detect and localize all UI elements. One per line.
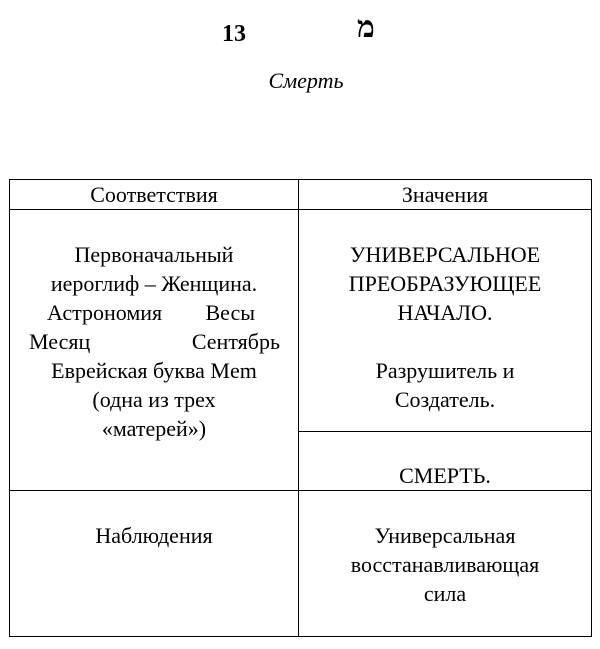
month-label: Месяц (29, 329, 91, 354)
observations-cell (299, 491, 592, 637)
death-cell (299, 432, 592, 491)
corr-line-6: (одна из трех (92, 387, 216, 412)
meaning-line-4: Разрушитель и (375, 358, 515, 383)
header-meanings: Значения (299, 180, 592, 210)
observations-label-cell (10, 491, 299, 637)
observation-line-2: восстанавливающая (350, 552, 540, 577)
observations-label: Наблюдения (95, 523, 213, 548)
hebrew-letter: מ (357, 10, 375, 45)
death-text: СМЕРТЬ. (399, 463, 491, 488)
corr-line-2: иероглиф – Женщина. (50, 271, 258, 296)
astronomy-value: Весы (205, 300, 255, 325)
month-row (10, 327, 298, 356)
astronomy-label: Астрономия (47, 300, 163, 325)
corr-line-1: Первоначальный (74, 242, 234, 267)
arcana-number: 13 (222, 21, 246, 47)
observation-line-1: Универсальная (374, 523, 516, 548)
meaning-line-5: Создатель. (394, 387, 496, 412)
table-header-row (10, 180, 592, 210)
corr-line-5: Еврейская буква Mem (51, 358, 257, 383)
meanings-cell (299, 210, 592, 432)
arcana-title: Смерть (268, 68, 344, 93)
corr-line-7: «матерей») (101, 416, 207, 441)
correspondence-table (9, 179, 592, 637)
meaning-line-1: УНИВЕРСАЛЬНОЕ (349, 242, 541, 267)
month-value: Сентябрь (191, 329, 280, 354)
meaning-line-2: ПРЕОБРАЗУЮЩЕЕ (348, 271, 542, 296)
astronomy-row (10, 298, 298, 327)
correspondences-cell (10, 210, 299, 491)
observation-line-3: сила (423, 581, 467, 606)
header-correspondences: Соответствия (10, 180, 299, 210)
meaning-line-3: НАЧАЛО. (397, 300, 493, 325)
